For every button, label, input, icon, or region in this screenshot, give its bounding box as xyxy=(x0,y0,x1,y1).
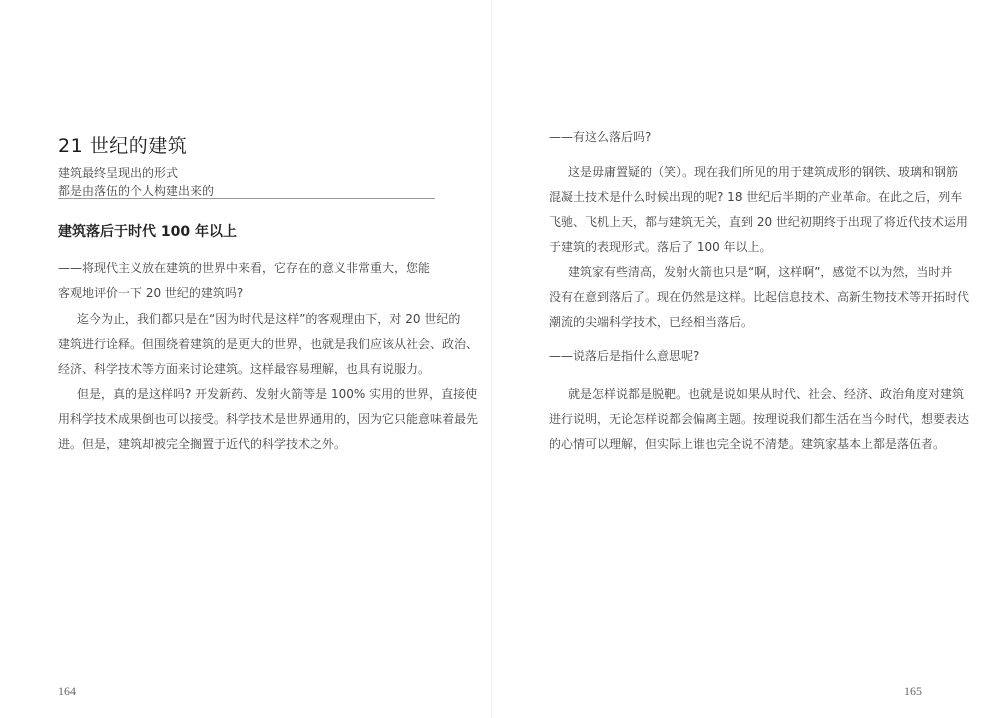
paragraph-line: 飞驰、飞机上天，都与建筑无关，直到 20 世纪初期终于出现了将近代技术运用 xyxy=(549,215,968,229)
paragraph-line: 建筑家有些清高，发射火箭也只是“啊，这样啊”，感觉不以为然，当时并 xyxy=(568,265,953,279)
paragraph-line: 混凝土技术是什么时候出现的呢? 18 世纪后半期的产业革命。在此之后，列车 xyxy=(549,190,963,204)
paragraph-line: 用科学技术成果倒也可以接受。科学技术是世界通用的，因为它只能意味着最先 xyxy=(58,412,479,426)
answer-paragraph-1 xyxy=(58,307,478,382)
paragraph-line: 但是，真的是这样吗? 开发新药、发射火箭等是 100% 实用的世界，直接使 xyxy=(77,387,478,401)
paragraph-line: 迄今为止，我们都只是在“因为时代是这样”的客观理由下，对 20 世纪的 xyxy=(77,312,461,326)
chapter-title: 21 世纪的建筑 xyxy=(58,135,188,157)
paragraph-line: 经济、科学技术等方面来讨论建筑。这样最容易理解，也具有说服力。 xyxy=(58,362,431,376)
question-line: ——将现代主义放在建筑的世界中来看，它存在的意义非常重大，您能 xyxy=(58,261,431,275)
chapter-subtitle xyxy=(58,164,214,200)
answer-paragraph-2 xyxy=(58,382,478,457)
question-line: 客观地评价一下 20 世纪的建筑吗? xyxy=(58,286,244,300)
page-number-right: 165 xyxy=(904,684,922,698)
interview-question xyxy=(549,344,699,369)
question-line: ——有这么落后吗? xyxy=(549,130,652,144)
paragraph-line: 潮流的尖端科学技术，已经相当落后。 xyxy=(549,315,754,329)
paragraph-line: 的心情可以理解，但实际上谁也完全说不清楚。建筑家基本上都是落伍者。 xyxy=(549,437,946,451)
paragraph-line: 没有在意到落后了。现在仍然是这样。比起信息技术、高新生物技术等开拓时代 xyxy=(549,290,970,304)
section-heading: 建筑落后于时代 100 年以上 xyxy=(58,224,237,240)
interview-question xyxy=(549,125,651,150)
paragraph-line: 进。但是，建筑却被完全搁置于近代的科学技术之外。 xyxy=(58,437,347,451)
question-line: ——说落后是指什么意思呢? xyxy=(549,349,700,363)
paragraph-line: 就是怎样说都是脱靶。也就是说如果从时代、社会、经济、政治角度对建筑 xyxy=(568,387,965,401)
answer-paragraph-2 xyxy=(549,260,969,335)
answer-paragraph-1 xyxy=(549,160,968,260)
paragraph-line: 于建筑的表现形式。落后了 100 年以上。 xyxy=(549,240,772,254)
paragraph-line: 进行说明，无论怎样说都会偏离主题。按理说我们都生活在当今时代，想要表达 xyxy=(549,412,970,426)
subtitle-line: 建筑最终呈现出的形式 xyxy=(58,166,179,180)
title-divider xyxy=(58,198,435,199)
answer-paragraph-3 xyxy=(549,382,969,457)
subtitle-line: 都是由落伍的个人构建出来的 xyxy=(58,184,215,198)
paragraph-line: 建筑进行诠释。但围绕着建筑的是更大的世界，也就是我们应该从社会、政治、 xyxy=(58,337,479,351)
page-number-left: 164 xyxy=(58,684,76,698)
page-gutter xyxy=(491,0,492,718)
interview-question xyxy=(58,256,430,306)
paragraph-line: 这是毋庸置疑的（笑）。现在我们所见的用于建筑成形的钢铁、玻璃和钢筋 xyxy=(568,165,959,179)
